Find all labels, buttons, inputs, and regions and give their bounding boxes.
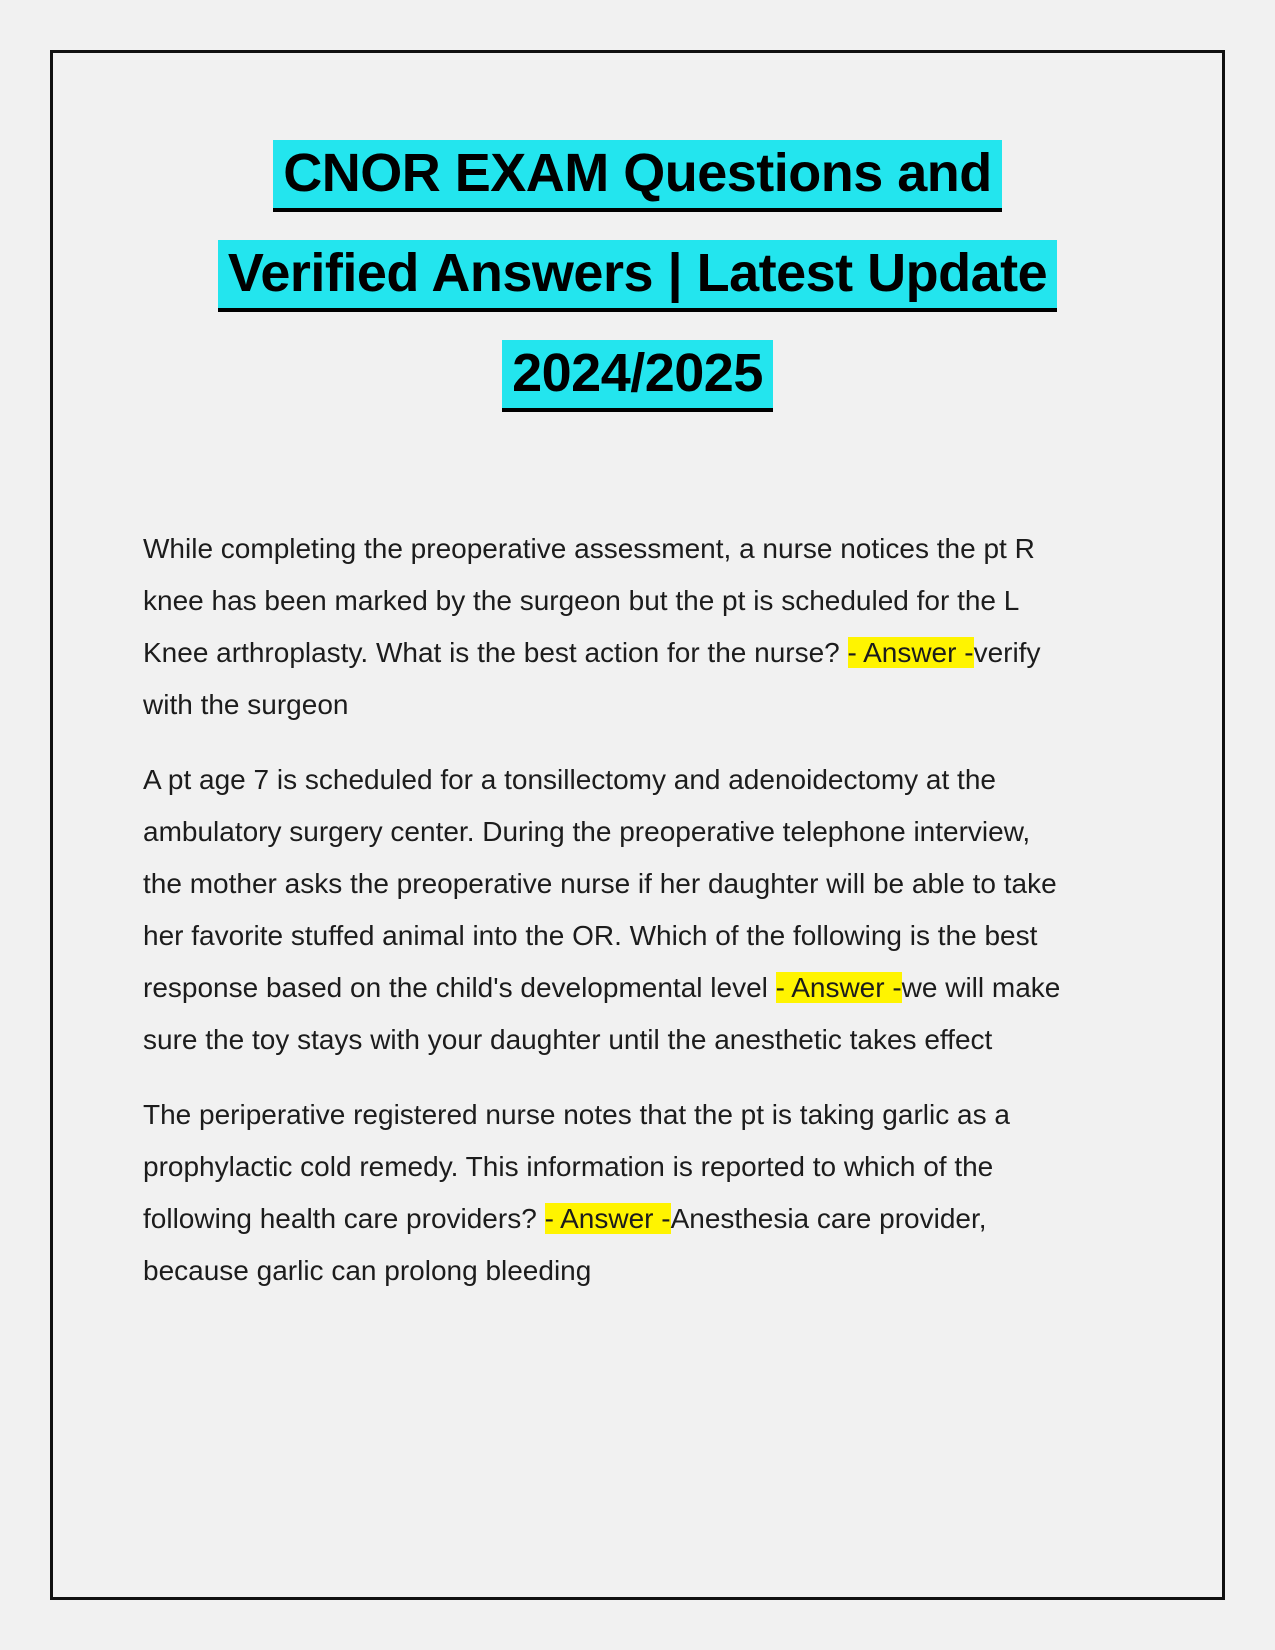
answer-highlight: - Answer - (544, 1203, 671, 1234)
title-highlight: Verified Answers | Latest Update (218, 240, 1057, 312)
title-line (143, 323, 1132, 423)
qa-content (143, 523, 1068, 1297)
qa-text-run: Anesthesia care provider, because garlic can prolong bleeding (143, 1203, 987, 1286)
qa-paragraph (143, 754, 1068, 1066)
answer-highlight: - Answer - (775, 972, 902, 1003)
qa-paragraph (143, 1089, 1068, 1297)
qa-text-run: A pt age 7 is scheduled for a tonsillectomy and adenoidectomy at the ambulatory surgery center. During the preoperative telephone interview, the mother asks the preoperative nurse if her daughter will be able to take her favorite stuffed animal into the OR. Which of the following is the best response based on the child's developmental level (143, 764, 1057, 1003)
qa-text-run: While completing the preoperative assessment, a nurse notices the pt R knee has been marked by the surgeon but the pt is scheduled for the L Knee arthroplasty. What is the best action for the nurse? (143, 533, 1035, 668)
document-page (50, 50, 1225, 1600)
answer-highlight: - Answer - (847, 637, 974, 668)
title-highlight: CNOR EXAM Questions and (273, 140, 1002, 212)
title-line (143, 223, 1132, 323)
document-title (143, 123, 1132, 423)
qa-text-run: The periperative registered nurse notes that the pt is taking garlic as a prophylactic cold remedy. This information is reported to which of the following health care providers? (143, 1099, 1010, 1234)
title-highlight: 2024/2025 (502, 340, 773, 412)
qa-text-run: verify with the surgeon (143, 637, 1041, 720)
qa-text-run: we will make sure the toy stays with your daughter until the anesthetic takes effect (143, 972, 1061, 1055)
qa-paragraph (143, 523, 1068, 731)
title-line (143, 123, 1132, 223)
